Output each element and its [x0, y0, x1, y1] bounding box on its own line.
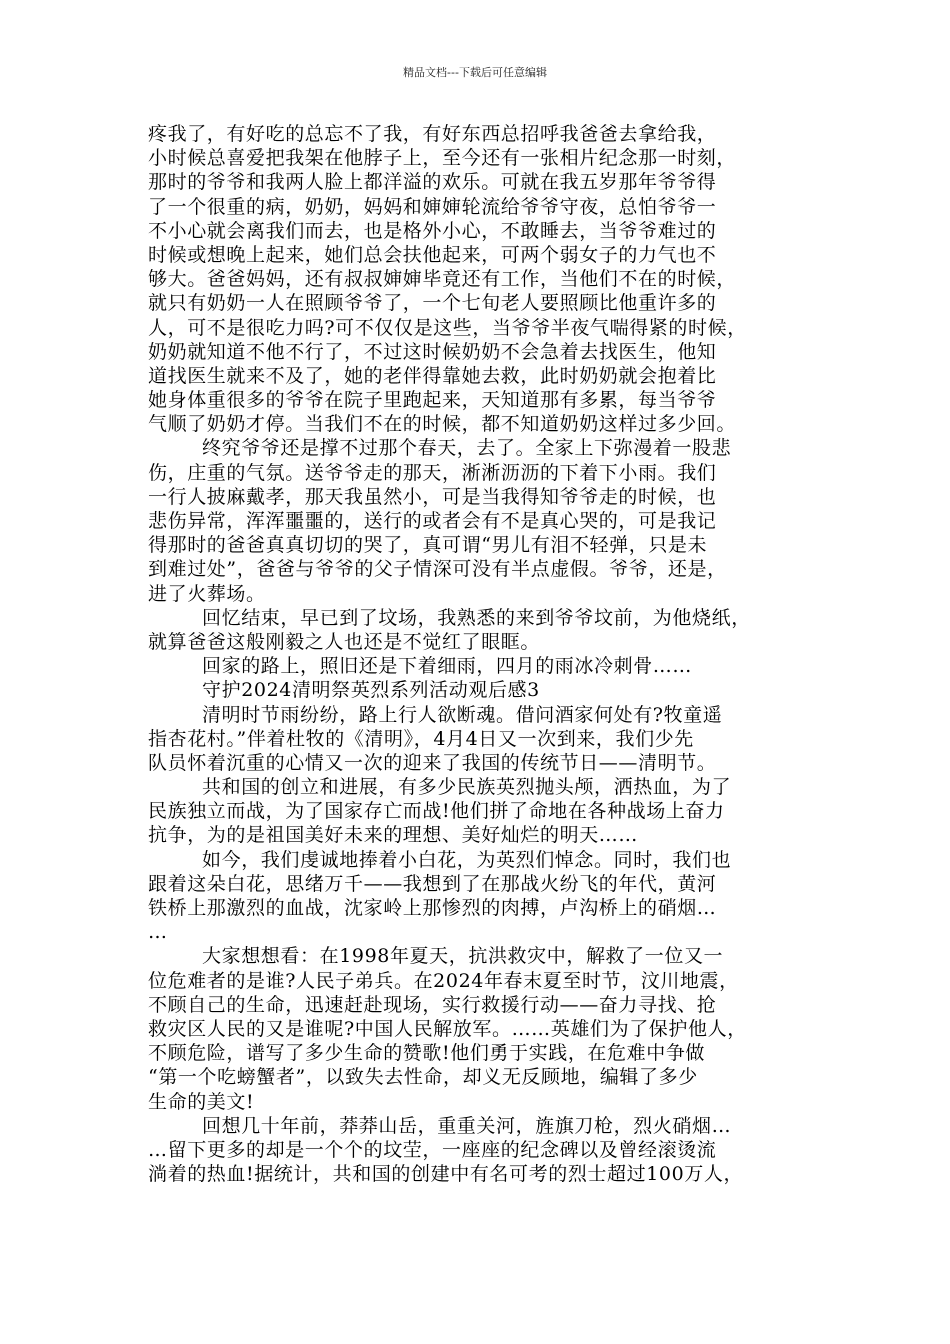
text-line: 民族独立而战，为了国家存亡而战!他们拼了命地在各种战场上奋力 — [148, 800, 725, 823]
text-line: 淌着的热血!据统计，共和国的创建中有名可考的烈士超过100万人， — [148, 1163, 744, 1186]
text-line: 守护2024清明祭英烈系列活动观后感3 — [202, 679, 540, 702]
text-line: 伤，庄重的气氛。送爷爷走的那天，淅淅沥沥的下着下小雨。我们 — [148, 461, 717, 484]
text-line: 回忆结束，早已到了坟场，我熟悉的来到爷爷坟前，为他烧纸， — [202, 606, 751, 629]
text-line: 清明时节雨纷纷，路上行人欲断魂。借问酒家何处有?牧童遥 — [202, 703, 723, 726]
text-line: 跟着这朵白花，思绪万千——我想到了在那战火纷飞的年代，黄河 — [148, 872, 717, 895]
text-line: 疼我了，有好吃的总忘不了我，有好东西总招呼我爸爸去拿给我， — [148, 123, 717, 145]
text-line: 悲伤异常，浑浑噩噩的，送行的或者会有不是真心哭的，可是我记 — [148, 510, 717, 532]
text-line: 就算爸爸这般刚毅之人也还是不觉红了眼眶。 — [148, 630, 541, 653]
text-line: 她身体重很多的爷爷在院子里跑起来，天知道那有多累，每当爷爷 — [148, 389, 717, 412]
text-line: … — [148, 921, 168, 944]
text-line: 抗争，为的是祖国美好未来的理想、美好灿烂的明天…… — [148, 824, 639, 847]
text-line: 时候或想晚上起来，她们总会扶他起来，可两个弱女子的力气也不 — [148, 243, 717, 266]
text-line: 不小心就会离我们而去，也是格外小心，不敢睡去，当爷爷难过的 — [148, 219, 717, 242]
text-line: 够大。爸爸妈妈，还有叔叔婶婶毕竟还有工作，当他们不在的时候， — [148, 268, 737, 291]
text-line: 奶奶就知道不他不行了，不过这时候奶奶不会急着去找医生，他知 — [148, 340, 717, 363]
text-line: 人，可不是很吃力吗?可不仅仅是这些，当爷爷半夜气喘得紧的时候， — [148, 316, 747, 339]
text-line: 到难过处”，爸爸与爷爷的父子情深可没有半点虚假。爷爷，还是， — [148, 558, 727, 581]
text-line: 大家想想看：在1998年夏天，抗洪救灾中，解救了一位又一 — [202, 945, 724, 968]
text-line: 进了火葬场。 — [148, 582, 266, 605]
text-line: 位危难者的是谁?人民子弟兵。在2024年春末夏至时节，汶川地震， — [148, 969, 739, 992]
text-line: 得那时的爸爸真真切切的哭了，真可谓“男儿有泪不轻弹，只是未 — [148, 534, 708, 557]
text-line: 指杏花村。”伴着杜牧的《清明》，4月4日又一次到来，我们少先 — [148, 727, 694, 750]
text-line: 一行人披麻戴孝，那天我虽然小，可是当我得知爷爷走的时候，也 — [148, 485, 717, 508]
text-line: 道找医生就来不及了，她的老伴得靠她去救，此时奶奶就会抱着比 — [148, 364, 717, 387]
text-line: 回想几十年前，莽莽山岳，重重关河，旌旗刀枪，烈火硝烟… — [202, 1114, 732, 1137]
text-line: 那时的爷爷和我两人脸上都洋溢的欢乐。可就在我五岁那年爷爷得 — [148, 171, 717, 194]
text-line: 如今，我们虔诚地捧着小白花，为英烈们悼念。同时，我们也 — [202, 848, 732, 871]
text-line: 了一个很重的病，奶奶，妈妈和婶婶轮流给爷爷守夜，总怕爷爷一 — [148, 195, 717, 218]
text-line: 气顺了奶奶才停。当我们不在的时候，都不知道奶奶这样过多少回。 — [148, 413, 737, 436]
text-line: 小时候总喜爱把我架在他脖子上，至今还有一张相片纪念那一时刻， — [148, 147, 737, 170]
text-line: 队员怀着沉重的心情又一次的迎来了我国的传统节日——清明节。 — [148, 751, 717, 774]
text-line: “第一个吃螃蟹者”，以致失去性命，却义无反顾地，编辑了多少 — [148, 1066, 698, 1089]
text-line: 回家的路上，照旧还是下着细雨，四月的雨冰冷刺骨…… — [202, 655, 693, 678]
document-body — [148, 122, 828, 1186]
text-line: 救灾区人民的又是谁呢?中国人民解放军。……英雄们为了保护他人， — [148, 1017, 747, 1040]
text-line: 就只有奶奶一人在照顾爷爷了，一个七旬老人要照顾比他重许多的 — [148, 292, 717, 315]
text-line: 共和国的创立和进展，有多少民族英烈抛头颅，洒热血，为了 — [202, 776, 732, 799]
text-line: 终究爷爷还是撑不过那个春天，去了。全家上下弥漫着一股悲 — [202, 437, 732, 460]
text-line: …留下更多的却是一个个的坟茔，一座座的纪念碑以及曾经滚烫流 — [148, 1138, 717, 1161]
text-line: 不顾危险，谱写了多少生命的赞歌!他们勇于实践，在危难中争做 — [148, 1042, 706, 1065]
text-line: 不顾自己的生命，迅速赶赴现场，实行救援行动——奋力寻找、抢 — [148, 993, 717, 1016]
page-header: 精品文档---下载后可任意编辑 — [403, 66, 547, 79]
text-line: 铁桥上那激烈的血战，沈家岭上那惨烈的肉搏，卢沟桥上的硝烟… — [148, 897, 717, 919]
text-line: 生命的美文! — [148, 1090, 255, 1113]
